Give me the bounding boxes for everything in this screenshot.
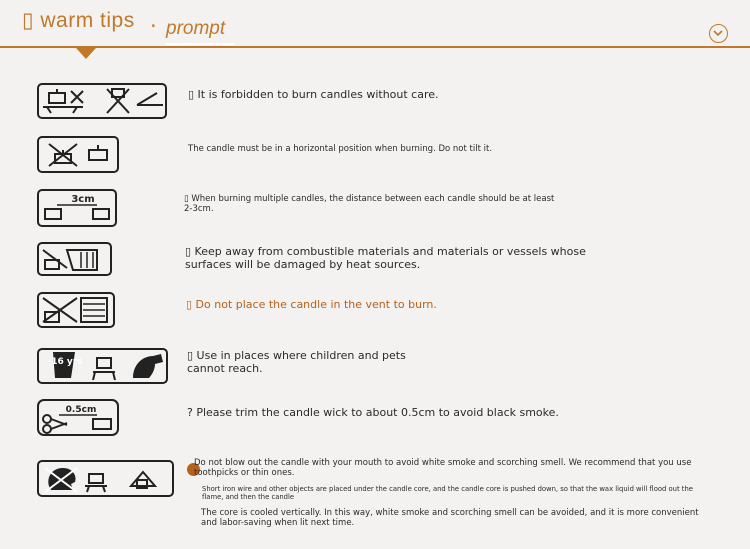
wick-length-label: 0.5cm [65, 405, 97, 415]
tip-text: ▯ When burning multiple candles, the distance between each candle should be at least 2-3cm. [184, 194, 555, 214]
list-item-note [202, 486, 712, 502]
list-item [187, 350, 447, 375]
tip-text: ▯ Use in places where children and pets cannot reach. [187, 349, 406, 375]
list-item [188, 145, 568, 155]
list-item [188, 89, 608, 102]
list-item [186, 299, 586, 312]
page-subtitle: prompt [166, 18, 226, 39]
candle-no-vent-icon [37, 292, 115, 328]
candle-no-tilt-icon [37, 136, 119, 173]
tip-text: The core is cooled vertically. In this way, white smoke and scorching smell can be avoided, and it is more convenient and labor-saving when lit next time. [201, 508, 699, 528]
children-pets-icon [37, 348, 168, 384]
candle-spacing-icon [37, 189, 117, 227]
tip-text: Do not blow out the candle with your mouth to avoid white smoke and scorching smell. We recommend that you use toothpicks or thin ones. [194, 458, 692, 478]
collapse-button[interactable] [709, 24, 728, 43]
tip-text: ▯ Keep away from combustible materials and materials or vessels whose surfaces will be damaged by heat sources. [185, 245, 586, 271]
page-title: ▯ warm tips [22, 9, 135, 32]
candle-unattended-icon [37, 83, 167, 119]
subtitle-underline [166, 43, 234, 45]
tip-text: ▯ Do not place the candle in the vent to burn. [186, 298, 437, 311]
chevron-down-icon [713, 29, 723, 37]
tip-text: ? Please trim the candle wick to about 0.5cm to avoid black smoke. [187, 406, 559, 419]
tip-text: Short iron wire and other objects are placed under the candle core, and the candle core is pushed down, so that the wax liquid will flood out the flame, and then the candle [202, 485, 693, 501]
list-item [187, 407, 587, 420]
tip-text: ▯ It is forbidden to burn candles without care. [188, 88, 439, 101]
list-item [185, 246, 625, 271]
tip-text: The candle must be in a horizontal position when burning. Do not tilt it. [188, 144, 493, 154]
header-rule-arrow [76, 48, 96, 59]
no-blow-out-icon [37, 460, 174, 497]
title-dot: . [150, 8, 157, 32]
age-label: -16 yrs [47, 357, 83, 367]
trim-wick-icon [37, 399, 119, 436]
list-item-note [201, 509, 711, 529]
header-rule [0, 46, 750, 48]
list-item [194, 459, 704, 479]
header [0, 0, 750, 48]
list-item [184, 195, 564, 215]
spacing-label: 3cm [71, 194, 95, 205]
candle-keep-away-icon [37, 242, 112, 276]
